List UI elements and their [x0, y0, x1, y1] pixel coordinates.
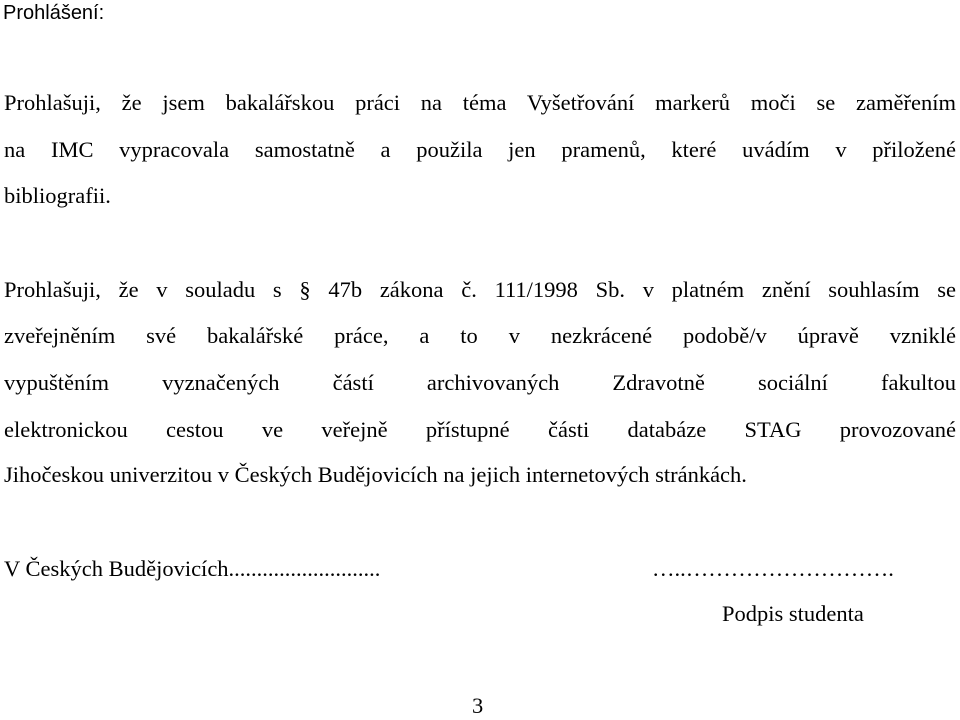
paragraph1-line-1: Prohlašuji, že jsem bakalářskou práci na téma Vyšetřování markerů moči se zaměřením	[4, 90, 956, 115]
paragraph1-line-3: bibliografii.	[4, 183, 111, 208]
signature-label: Podpis studenta	[722, 601, 864, 626]
paragraph2-line-3: vypuštěním vyznačených částí archivovaných Zdravotně sociální fakultou	[4, 370, 956, 395]
signature-place: V Českých Budějovicích...........................	[4, 556, 381, 581]
page-number: 3	[472, 693, 484, 718]
paragraph2-line-2: zveřejněním své bakalářské práce, a to v nezkrácené podobě/v úpravě vzniklé	[4, 323, 956, 348]
paragraph2-line-5: Jihočeskou univerzitou v Českých Budějovicích na jejich internetových stránkách.	[4, 462, 747, 487]
paragraph2-line-1: Prohlašuji, že v souladu s § 47b zákona č. 111/1998 Sb. v platném znění souhlasím se	[4, 277, 956, 302]
paragraph1-line-2: na IMC vypracovala samostatně a použila jen pramenů, které uvádím v přiložené	[4, 137, 956, 162]
paragraph2-line-4: elektronickou cestou ve veřejně přístupné části databáze STAG provozované	[4, 417, 956, 442]
signature-line: …..……………………….	[652, 556, 894, 581]
page-heading: Prohlášení:	[3, 2, 105, 24]
